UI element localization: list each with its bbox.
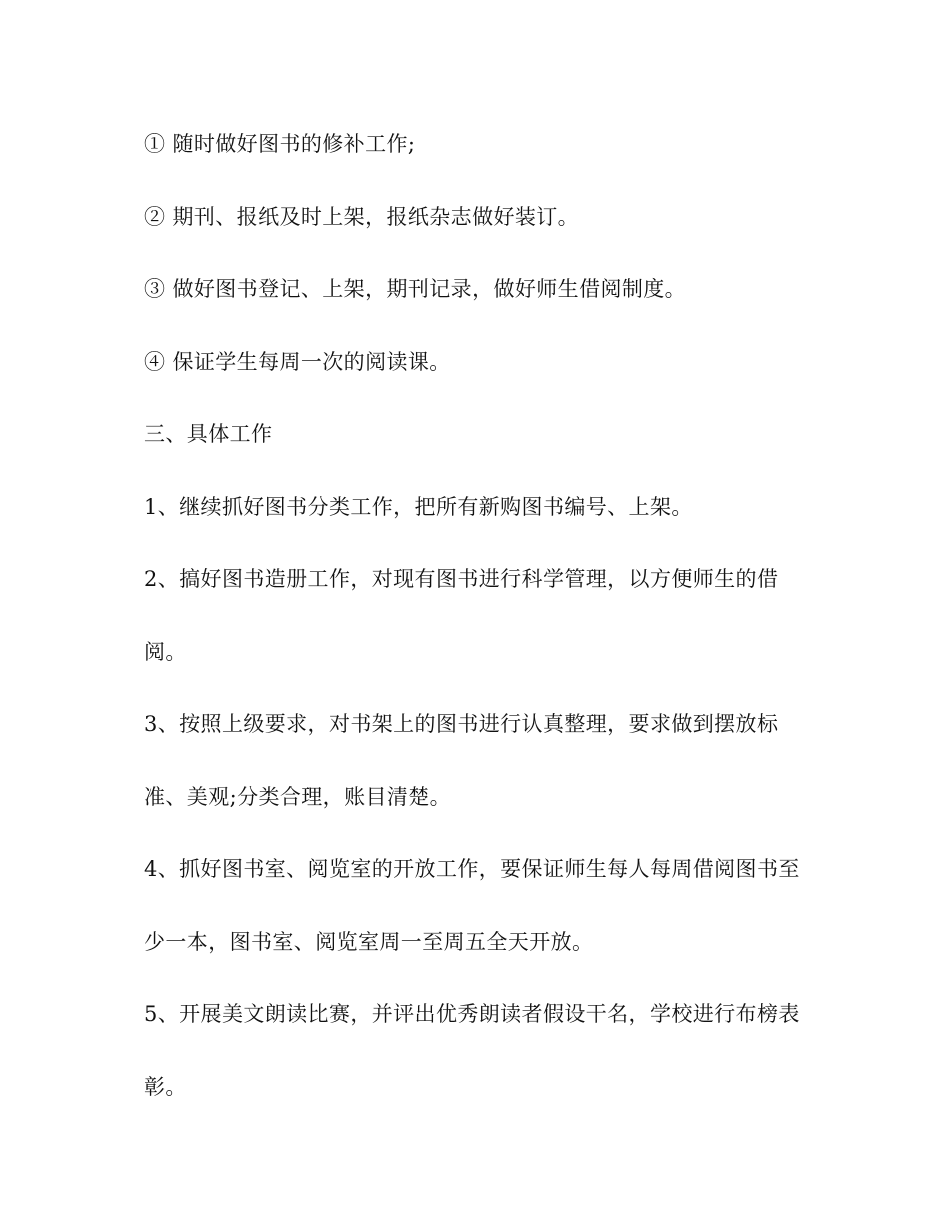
paragraph-4-line-2: 少一本，图书室、阅览室周一至周五全天开放。	[144, 929, 594, 954]
paragraph-5-line-2: 彰。	[144, 1074, 187, 1099]
paragraph-1: 1、继续抓好图书分类工作，把所有新购图书编号、上架。	[144, 494, 693, 519]
list-item-3: ③ 做好图书登记、上架，期刊记录，做好师生借阅制度。	[144, 277, 687, 301]
document-body	[144, 124, 824, 1139]
list-item-2: ② 期刊、报纸及时上架，报纸杂志做好装订。	[144, 204, 580, 229]
paragraph-2-line-2: 阅。	[144, 639, 187, 664]
paragraph-5-line-1: 5、开展美文朗读比赛，并评出优秀朗读者假设干名，学校进行布榜表	[144, 1002, 800, 1026]
paragraph-3-line-1: 3、按照上级要求，对书架上的图书进行认真整理，要求做到摆放标	[144, 712, 779, 736]
section-heading: 三、具体工作	[144, 422, 273, 446]
paragraph-2-line-1: 2、搞好图书造册工作，对现有图书进行科学管理，以方便师生的借	[144, 567, 779, 591]
list-item-1: ① 随时做好图书的修补工作;	[144, 132, 416, 156]
list-item-4: ④ 保证学生每周一次的阅读课。	[144, 349, 451, 374]
paragraph-4-line-1: 4、抓好图书室、阅览室的开放工作，要保证师生每人每周借阅图书至	[144, 857, 800, 881]
paragraph-3-line-2: 准、美观;分类合理，账目清楚。	[144, 784, 452, 809]
